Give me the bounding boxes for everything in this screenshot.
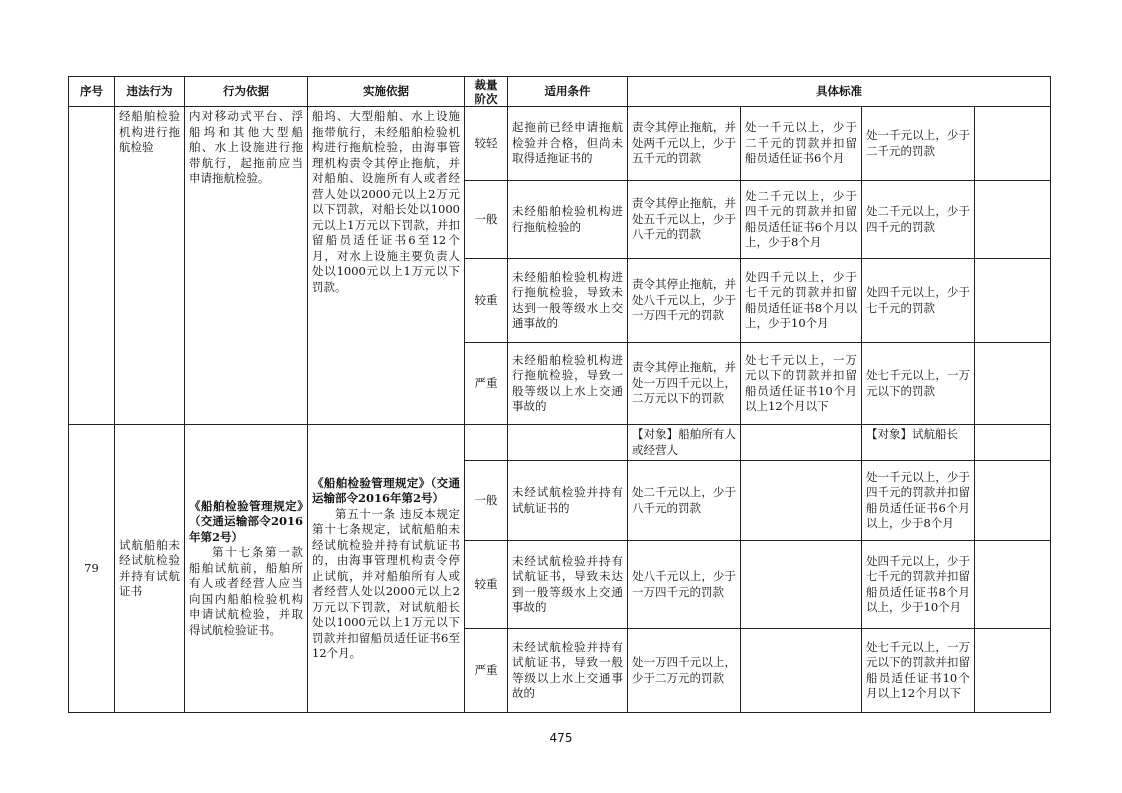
- basis-title: 《船舶检验管理规定》（交通运输部令2016年第2号）: [189, 498, 303, 544]
- empty-cell: [975, 425, 1051, 461]
- violation-cell: 试航船舶未经试航检验并持有试航证书: [115, 425, 185, 713]
- header-condition: 适用条件: [508, 77, 628, 107]
- empty-cell: [741, 541, 862, 629]
- impl-body: 第五十一条 违反本规定第十七条规定，试航船舶未经试航检验并持有试航证书的，由海事管理机构责令停止试航，并对船舶所有人或者经营人处以2000元以上2万元以下罚款，对试航船长处以1000元以上1万元以下罚款并扣留船员适任证书6至12个月。: [312, 506, 460, 660]
- header-level: [465, 77, 508, 107]
- standard-cell: 处一千元以上，少于二千元的罚款: [862, 107, 975, 181]
- basis-cell: [185, 425, 308, 713]
- empty-cell: [975, 107, 1051, 181]
- level-cell: 较轻: [465, 107, 508, 181]
- level-cell: 严重: [465, 343, 508, 425]
- basis-cell: 内对移动式平台、浮船坞和其他大型船舶、水上设施进行拖带航行，起拖前应当申请拖航检验。: [185, 107, 308, 425]
- page-number: 475: [549, 731, 573, 745]
- target-captain: 【对象】试航船长: [862, 425, 975, 461]
- condition-cell: 未经船舶检验机构进行拖航检验，导致未达到一般等级水上交通事故的: [508, 259, 628, 343]
- empty-cell: [508, 425, 628, 461]
- header-row: [69, 77, 1051, 107]
- penalty-standards-table: [68, 76, 1051, 713]
- impl-basis-cell: [308, 425, 465, 713]
- header-standard: 具体标准: [628, 77, 1051, 107]
- empty-cell: [975, 259, 1051, 343]
- standard-cell: 处四千元以上，少于七千元的罚款并扣留船员适任证书8个月以上，少于10个月: [862, 541, 975, 629]
- header-level-text: 裁量阶次: [474, 77, 498, 106]
- impl-title: 《船舶检验管理规定》（交通运输部令2016年第2号）: [312, 475, 460, 505]
- impl-basis-cell: 船坞、大型船舶、水上设施拖带航行，未经船舶检验机构进行拖航检验，由海事管理机构责令其停止拖航，并对船舶、设施所有人或者经营人处以2000元以上2万元以下罚款，对船长处以1000元以上1万元以下罚款，并扣留船员适任证书6至12个月，对水上设施主要负责人处以1000元以上1万元以下罚款。: [308, 107, 465, 425]
- condition-cell: 未经船舶检验机构进行拖航检验，导致一般等级以上水上交通事故的: [508, 343, 628, 425]
- standard-cell: 处二千元以上，少于四千元的罚款: [862, 181, 975, 259]
- table-row: [69, 107, 1051, 181]
- empty-cell: [741, 461, 862, 541]
- standard-cell: 处七千元以上，一万元以下的罚款: [862, 343, 975, 425]
- standard-cell: 处一千元以上，少于二千元的罚款并扣留船员适任证书6个月: [741, 107, 862, 181]
- standard-cell: 责令其停止拖航，并处两千元以上，少于五千元的罚款: [628, 107, 741, 181]
- condition-cell: 未经试航检验并持有试航证书，导致一般等级以上水上交通事故的: [508, 629, 628, 713]
- empty-cell: [741, 629, 862, 713]
- empty-cell: [465, 425, 508, 461]
- seq-cell-empty: [69, 107, 115, 425]
- standard-cell: 处七千元以上，一万元以下的罚款并扣留船员适任证书10个月以上12个月以下: [741, 343, 862, 425]
- standard-cell: 处七千元以上，一万元以下的罚款并扣留船员适任证书10个月以上12个月以下: [862, 629, 975, 713]
- header-violation: 违法行为: [115, 77, 185, 107]
- header-impl-basis: 实施依据: [308, 77, 465, 107]
- standard-cell: 处二千元以上，少于四千元的罚款并扣留船员适任证书6个月以上，少于8个月: [741, 181, 862, 259]
- standard-cell: 处四千元以上，少于七千元的罚款: [862, 259, 975, 343]
- standard-cell: 处一万四千元以上，少于二万元的罚款: [628, 629, 741, 713]
- standard-cell: 处八千元以上，少于一万四千元的罚款: [628, 541, 741, 629]
- seq-cell: 79: [69, 425, 115, 713]
- empty-cell: [975, 181, 1051, 259]
- empty-cell: [975, 461, 1051, 541]
- header-seq: 序号: [69, 77, 115, 107]
- standard-cell: 处一千元以上，少于四千元的罚款并扣留船员适任证书6个月以上，少于8个月: [862, 461, 975, 541]
- standard-cell: 处四千元以上，少于七千元的罚款并扣留船员适任证书8个月以上，少于10个月: [741, 259, 862, 343]
- violation-cell: 经船舶检验机构进行拖航检验: [115, 107, 185, 425]
- condition-cell: 未经试航检验并持有试航证书的: [508, 461, 628, 541]
- empty-cell: [975, 629, 1051, 713]
- empty-cell: [741, 425, 862, 461]
- standard-cell: 责令其停止拖航，并处八千元以上，少于一万四千元的罚款: [628, 259, 741, 343]
- standard-cell: 责令其停止拖航，并处一万四千元以上，二万元以下的罚款: [628, 343, 741, 425]
- standard-cell: 处二千元以上，少于八千元的罚款: [628, 461, 741, 541]
- condition-cell: 起拖前已经申请拖航检验并合格，但尚未取得适拖证书的: [508, 107, 628, 181]
- empty-cell: [975, 343, 1051, 425]
- level-cell: 一般: [465, 181, 508, 259]
- target-owner: 【对象】船舶所有人或经营人: [628, 425, 741, 461]
- table-row: [69, 425, 1051, 461]
- level-cell: 严重: [465, 629, 508, 713]
- condition-cell: 未经试航检验并持有试航证书，导致未达到一般等级水上交通事故的: [508, 541, 628, 629]
- standard-cell: 责令其停止拖航，并处五千元以上，少于八千元的罚款: [628, 181, 741, 259]
- level-cell: 较重: [465, 541, 508, 629]
- header-basis: 行为依据: [185, 77, 308, 107]
- level-cell: 一般: [465, 461, 508, 541]
- condition-cell: 未经船舶检验机构进行拖航检验的: [508, 181, 628, 259]
- basis-body: 第十七条第一款 船舶试航前，船舶所有人或者经营人应当向国内船舶检验机构申请试航检验，并取得试航检验证书。: [189, 545, 303, 637]
- level-cell: 较重: [465, 259, 508, 343]
- empty-cell: [975, 541, 1051, 629]
